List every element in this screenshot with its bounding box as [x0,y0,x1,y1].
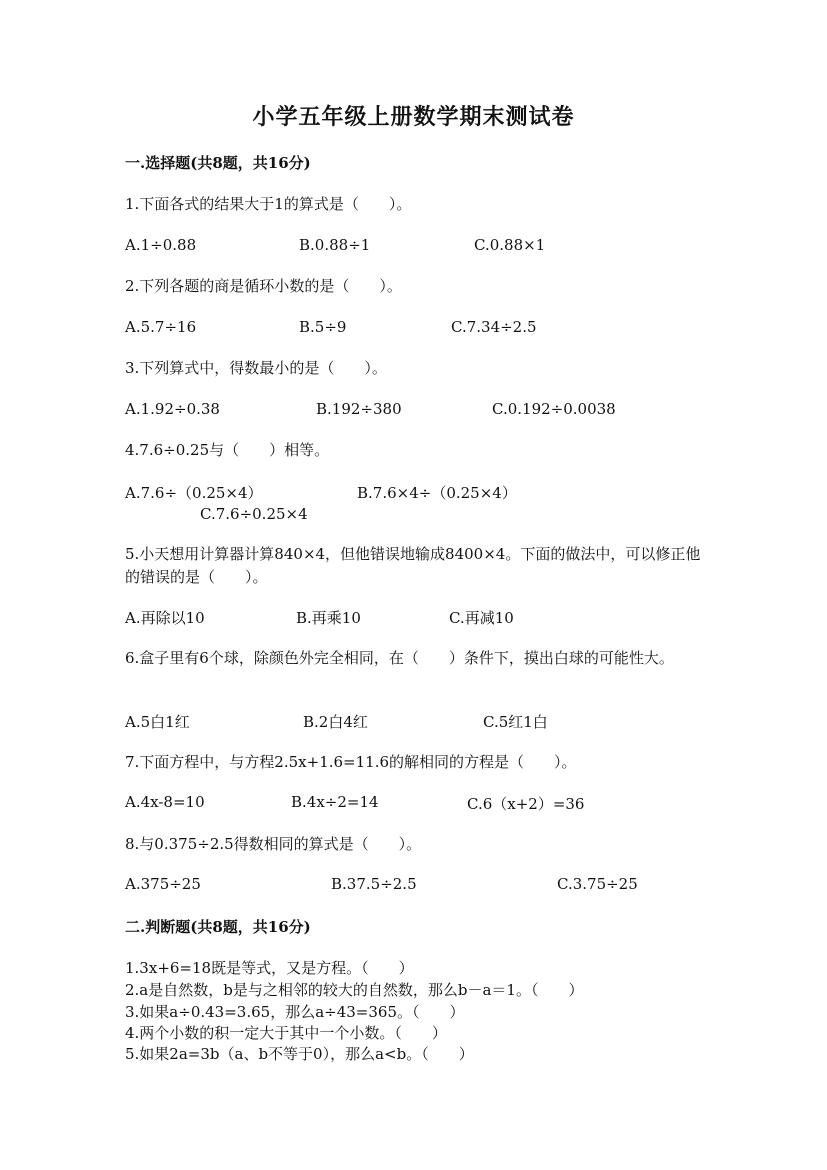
question-1-option-c: C.0.88×1 [474,236,546,254]
question-7-option-a: A.4x-8=10 [125,793,205,811]
question-7-option-c: C.6（x+2）=36 [467,795,585,813]
judgement-3: 3.如果a÷0.43=3.65，那么a÷43=365。（ ） [125,1003,465,1021]
question-5-option-b: B.再乘10 [296,609,361,627]
question-2-option-b: B.5÷9 [299,318,347,336]
question-3-option-a: A.1.92÷0.38 [125,400,220,418]
section-heading-choice: 一.选择题(共8题，共16分) [125,154,311,172]
question-1-option-a: A.1÷0.88 [125,236,197,254]
question-4-option-c: C.7.6÷0.25×4 [200,505,308,523]
question-5: 5.小天想用计算器计算840×4，但他错误地输成8400×4。下面的做法中，可以修正他的错误的是（ ）。 [125,545,701,586]
question-6-option-c: C.5红1白 [483,713,548,731]
page-title: 小学五年级上册数学期末测试卷 [252,104,575,130]
question-4-option-b: B.7.6×4÷（0.25×4） [357,484,517,502]
question-4: 4.7.6÷0.25与（ ）相等。 [125,441,330,459]
question-7: 7.下面方程中，与方程2.5x+1.6=11.6的解相同的方程是（ ）。 [125,753,577,771]
question-3-option-c: C.0.192÷0.0038 [492,400,616,418]
judgement-4: 4.两个小数的积一定大于其中一个小数。（ ） [125,1024,447,1042]
question-3: 3.下列算式中，得数最小的是（ ）。 [125,359,387,377]
question-2-option-a: A.5.7÷16 [125,318,197,336]
question-5-option-c: C.再减10 [449,609,514,627]
section-heading-judgement: 二.判断题(共8题，共16分) [125,918,311,936]
question-6-option-a: A.5白1红 [125,713,190,731]
judgement-1: 1.3x+6=18既是等式，又是方程。（ ） [125,959,414,977]
question-1: 1.下面各式的结果大于1的算式是（ ）。 [125,195,412,213]
question-3-option-b: B.192÷380 [316,400,402,418]
question-2-option-c: C.7.34÷2.5 [451,318,537,336]
question-4-option-a: A.7.6÷（0.25×4） [125,484,263,502]
question-6: 6.盒子里有6个球，除颜色外完全相同，在（ ）条件下，摸出白球的可能性大。 [125,649,674,667]
question-2: 2.下列各题的商是循环小数的是（ ）。 [125,277,402,295]
question-6-option-b: B.2白4红 [303,713,368,731]
judgement-2: 2.a是自然数，b是与之相邻的较大的自然数，那么b－a＝1。（ ） [125,981,584,999]
question-8: 8.与0.375÷2.5得数相同的算式是（ ）。 [125,835,422,853]
judgement-5: 5.如果2a=3b（a、b不等于0），那么a<b。（ ） [125,1045,474,1063]
question-8-option-c: C.3.75÷25 [557,875,638,893]
question-5-option-a: A.再除以10 [125,609,205,627]
question-8-option-a: A.375÷25 [125,875,201,893]
question-7-option-b: B.4x÷2=14 [291,793,379,811]
question-8-option-b: B.37.5÷2.5 [331,875,417,893]
question-1-option-b: B.0.88÷1 [299,236,371,254]
